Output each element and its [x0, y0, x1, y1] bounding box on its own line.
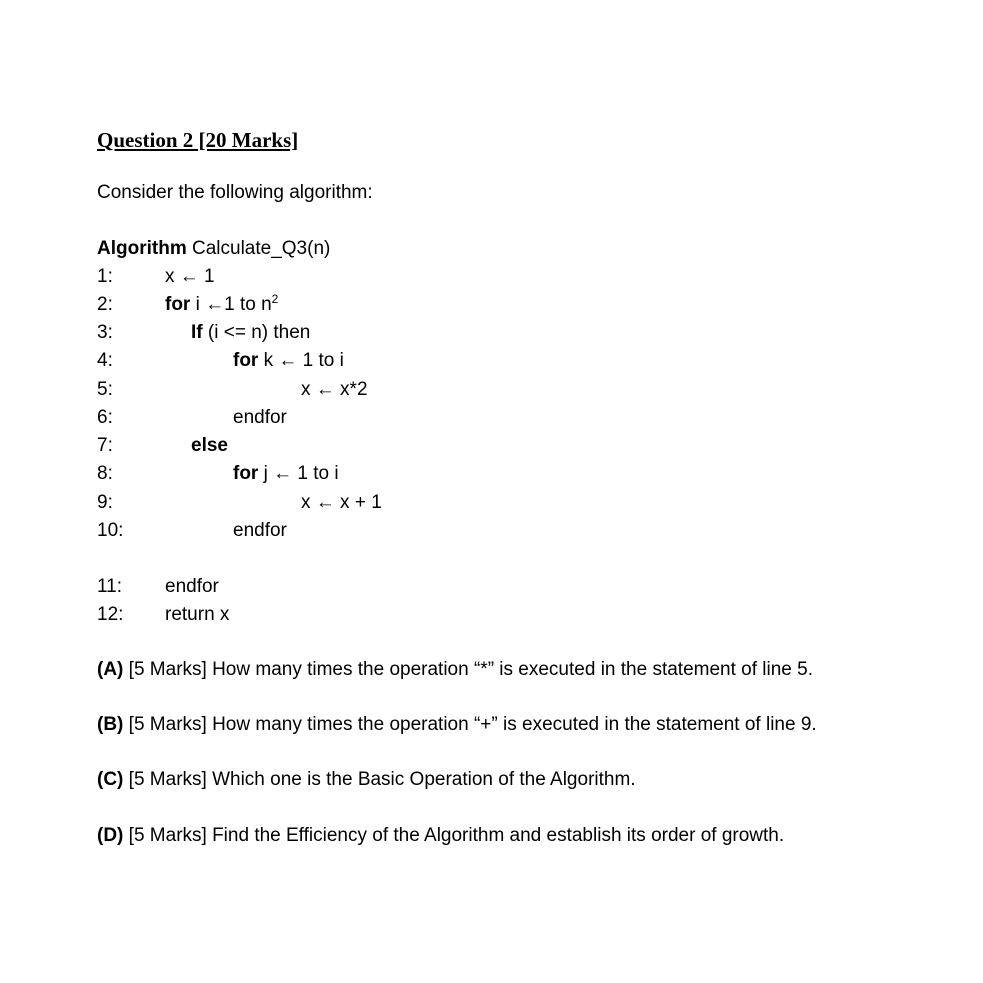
line-number: 12:: [97, 604, 124, 625]
code-text: endfor: [165, 576, 219, 597]
code-statement: [233, 463, 339, 485]
question-part-a: [97, 659, 813, 681]
code-text: k ← 1 to i: [263, 350, 344, 371]
part-label: (C): [97, 769, 124, 790]
code-superscript: 2: [271, 292, 279, 306]
part-text: [5 Marks] Find the Efficiency of the Algorithm and establish its order of growth.: [128, 825, 785, 846]
code-text: i ←1 to n: [195, 294, 272, 315]
question-part-b: [97, 714, 817, 736]
question-title: Question 2 [20 Marks]: [97, 128, 299, 152]
part-text: [5 Marks] Which one is the Basic Operation of the Algorithm.: [128, 769, 636, 790]
line-number: 9:: [97, 492, 113, 513]
part-label: (B): [97, 714, 124, 735]
code-text: x ← x + 1: [301, 492, 382, 513]
code-keyword: If: [191, 322, 203, 343]
code-statement: [165, 294, 278, 316]
code-keyword: for: [233, 350, 259, 371]
line-number: 2:: [97, 294, 113, 315]
part-label: (A): [97, 659, 124, 680]
line-number: 7:: [97, 435, 113, 456]
code-text: endfor: [233, 407, 287, 428]
part-text: [5 Marks] How many times the operation “*” is executed in the statement of line 5.: [128, 659, 813, 680]
code-text: endfor: [233, 520, 287, 541]
code-statement: [233, 350, 344, 372]
line-number: 3:: [97, 322, 113, 343]
line-number: 11:: [97, 576, 123, 597]
line-number: 10:: [97, 520, 124, 541]
question-part-d: [97, 825, 784, 847]
line-number: 6:: [97, 407, 113, 428]
line-number: 5:: [97, 379, 113, 400]
code-keyword: for: [233, 463, 259, 484]
algorithm-keyword: Algorithm: [97, 238, 187, 259]
code-text: (i <= n) then: [207, 322, 311, 343]
code-keyword: for: [165, 294, 191, 315]
line-number: 8:: [97, 463, 113, 484]
question-part-c: [97, 769, 636, 791]
line-number: 1:: [97, 266, 113, 287]
question-intro: Consider the following algorithm:: [97, 182, 373, 203]
algorithm-name: Calculate_Q3(n): [192, 238, 331, 259]
algorithm-header: [97, 238, 330, 260]
code-text: return x: [165, 604, 230, 625]
code-text: j ← 1 to i: [263, 463, 339, 484]
part-label: (D): [97, 825, 124, 846]
line-number: 4:: [97, 350, 113, 371]
code-statement: [191, 322, 310, 344]
code-text: x ← x*2: [301, 379, 368, 400]
code-keyword: else: [191, 435, 228, 456]
code-text: x ← 1: [165, 266, 215, 287]
part-text: [5 Marks] How many times the operation “+” is executed in the statement of line 9.: [128, 714, 817, 735]
